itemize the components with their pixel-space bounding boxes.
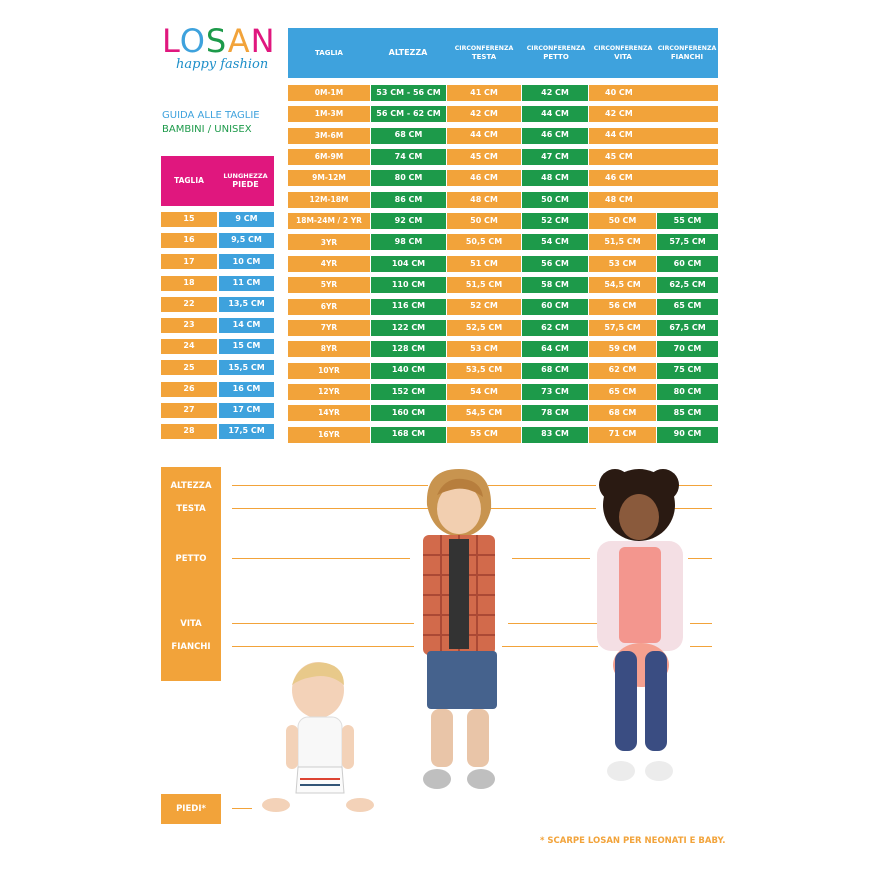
footnote: * SCARPE LOSAN PER NEONATI E BABY. bbox=[540, 836, 726, 846]
logo-letter: L bbox=[162, 22, 180, 60]
brand-logo bbox=[162, 22, 276, 60]
vita-cell: 44 CM bbox=[589, 128, 718, 144]
shoe-size-cell: 15 bbox=[161, 212, 217, 227]
vita-cell: 57,5 CM bbox=[589, 320, 656, 336]
shoe-size-cell: 17 bbox=[161, 254, 217, 269]
testa-cell: 41 CM bbox=[447, 85, 521, 101]
shoe-size-cell: 28 bbox=[161, 424, 217, 439]
shoe-length-cell: 11 CM bbox=[219, 276, 274, 291]
logo-letter: S bbox=[205, 22, 228, 60]
guide-line bbox=[232, 808, 252, 809]
logo-letter: A bbox=[227, 22, 251, 60]
petto-cell: 58 CM bbox=[522, 277, 588, 293]
vita-cell: 53 CM bbox=[589, 256, 656, 272]
petto-cell: 78 CM bbox=[522, 405, 588, 421]
fianchi-cell: 60 CM bbox=[657, 256, 718, 272]
petto-cell: 47 CM bbox=[522, 149, 588, 165]
altezza-cell: 116 CM bbox=[371, 299, 446, 315]
size-header-fianchi bbox=[656, 28, 718, 78]
measure-label-testa: TESTA bbox=[176, 504, 206, 514]
altezza-cell: 74 CM bbox=[371, 149, 446, 165]
altezza-cell: 122 CM bbox=[371, 320, 446, 336]
taglia-cell: 16YR bbox=[288, 427, 370, 443]
testa-cell: 50 CM bbox=[447, 213, 521, 229]
testa-cell: 42 CM bbox=[447, 106, 521, 122]
guide-line bbox=[232, 485, 428, 486]
logo-letter: O bbox=[179, 22, 206, 60]
taglia-cell: 3M-6M bbox=[288, 128, 370, 144]
fianchi-cell: 75 CM bbox=[657, 363, 718, 379]
guide-line bbox=[512, 558, 590, 559]
shoe-size-cell: 16 bbox=[161, 233, 217, 248]
vita-cell: 46 CM bbox=[589, 170, 718, 186]
guide-title: GUIDA ALLE TAGLIE bbox=[162, 110, 260, 121]
altezza-cell: 104 CM bbox=[371, 256, 446, 272]
shoe-size-cell: 26 bbox=[161, 382, 217, 397]
fianchi-cell: 90 CM bbox=[657, 427, 718, 443]
measure-label-fianchi: FIANCHI bbox=[171, 642, 211, 652]
taglia-cell: 6M-9M bbox=[288, 149, 370, 165]
shoe-header-length bbox=[217, 156, 274, 206]
guide-line bbox=[232, 558, 410, 559]
shoe-size-cell: 24 bbox=[161, 339, 217, 354]
testa-cell: 50,5 CM bbox=[447, 234, 521, 250]
petto-cell: 54 CM bbox=[522, 234, 588, 250]
testa-cell: 53 CM bbox=[447, 341, 521, 357]
shoe-size-cell: 22 bbox=[161, 297, 217, 312]
vita-cell: 59 CM bbox=[589, 341, 656, 357]
vita-cell: 65 CM bbox=[589, 384, 656, 400]
vita-cell: 42 CM bbox=[589, 106, 718, 122]
altezza-cell: 56 CM - 62 CM bbox=[371, 106, 446, 122]
altezza-cell: 160 CM bbox=[371, 405, 446, 421]
baby-photo bbox=[260, 655, 380, 825]
size-header-vita bbox=[590, 28, 656, 78]
shoe-length-cell: 9 CM bbox=[219, 212, 274, 227]
testa-cell: 44 CM bbox=[447, 128, 521, 144]
testa-cell: 45 CM bbox=[447, 149, 521, 165]
altezza-cell: 92 CM bbox=[371, 213, 446, 229]
size-header-testa bbox=[446, 28, 522, 78]
measure-label-altezza: ALTEZZA bbox=[170, 481, 212, 491]
header-text: CIRCONFERENZA bbox=[454, 45, 514, 53]
vita-cell: 40 CM bbox=[589, 85, 718, 101]
girl-photo bbox=[585, 465, 695, 795]
header-text: FIANCHI bbox=[670, 52, 704, 61]
taglia-cell: 6YR bbox=[288, 299, 370, 315]
boy-photo bbox=[405, 465, 515, 795]
fianchi-cell: 67,5 CM bbox=[657, 320, 718, 336]
shoe-length-cell: 10 CM bbox=[219, 254, 274, 269]
petto-cell: 52 CM bbox=[522, 213, 588, 229]
taglia-cell: 18M-24M / 2 YR bbox=[288, 213, 370, 229]
size-header-taglia bbox=[288, 28, 370, 78]
vita-cell: 71 CM bbox=[589, 427, 656, 443]
measure-label-piedi: PIEDI* bbox=[176, 804, 206, 814]
fianchi-cell: 85 CM bbox=[657, 405, 718, 421]
fianchi-cell: 70 CM bbox=[657, 341, 718, 357]
header-text: CIRCONFERENZA bbox=[657, 45, 717, 53]
header-text: VITA bbox=[614, 52, 632, 61]
vita-cell: 45 CM bbox=[589, 149, 718, 165]
vita-cell: 62 CM bbox=[589, 363, 656, 379]
fianchi-cell: 80 CM bbox=[657, 384, 718, 400]
altezza-cell: 140 CM bbox=[371, 363, 446, 379]
taglia-cell: 4YR bbox=[288, 256, 370, 272]
header-text: CIRCONFERENZA bbox=[526, 45, 586, 53]
altezza-cell: 86 CM bbox=[371, 192, 446, 208]
vita-cell: 56 CM bbox=[589, 299, 656, 315]
altezza-cell: 80 CM bbox=[371, 170, 446, 186]
altezza-cell: 98 CM bbox=[371, 234, 446, 250]
taglia-cell: 7YR bbox=[288, 320, 370, 336]
shoe-header-length-line2: PIEDE bbox=[232, 180, 259, 190]
testa-cell: 52,5 CM bbox=[447, 320, 521, 336]
petto-cell: 64 CM bbox=[522, 341, 588, 357]
taglia-cell: 8YR bbox=[288, 341, 370, 357]
fianchi-cell: 57,5 CM bbox=[657, 234, 718, 250]
petto-cell: 56 CM bbox=[522, 256, 588, 272]
altezza-cell: 68 CM bbox=[371, 128, 446, 144]
petto-cell: 46 CM bbox=[522, 128, 588, 144]
shoe-size-cell: 23 bbox=[161, 318, 217, 333]
testa-cell: 51,5 CM bbox=[447, 277, 521, 293]
shoe-length-cell: 9,5 CM bbox=[219, 233, 274, 248]
guide-line bbox=[232, 508, 428, 509]
shoe-header-size: TAGLIA bbox=[174, 175, 204, 185]
header-text: CIRCONFERENZA bbox=[593, 45, 653, 53]
fianchi-cell: 55 CM bbox=[657, 213, 718, 229]
shoe-size-cell: 27 bbox=[161, 403, 217, 418]
logo-letter: N bbox=[250, 22, 276, 60]
taglia-cell: 10YR bbox=[288, 363, 370, 379]
taglia-cell: 3YR bbox=[288, 234, 370, 250]
guide-line bbox=[232, 646, 414, 647]
measure-label-vita: VITA bbox=[180, 619, 202, 629]
fianchi-cell: 65 CM bbox=[657, 299, 718, 315]
taglia-cell: 12M-18M bbox=[288, 192, 370, 208]
petto-cell: 42 CM bbox=[522, 85, 588, 101]
shoe-size-cell: 25 bbox=[161, 360, 217, 375]
shoe-table-header bbox=[161, 156, 274, 206]
taglia-cell: 12YR bbox=[288, 384, 370, 400]
testa-cell: 54 CM bbox=[447, 384, 521, 400]
taglia-cell: 1M-3M bbox=[288, 106, 370, 122]
taglia-cell: 5YR bbox=[288, 277, 370, 293]
petto-cell: 60 CM bbox=[522, 299, 588, 315]
testa-cell: 51 CM bbox=[447, 256, 521, 272]
header-text: TESTA bbox=[471, 52, 497, 61]
petto-cell: 73 CM bbox=[522, 384, 588, 400]
shoe-length-cell: 16 CM bbox=[219, 382, 274, 397]
header-text: TAGLIA bbox=[315, 48, 343, 57]
fianchi-cell: 62,5 CM bbox=[657, 277, 718, 293]
vita-cell: 68 CM bbox=[589, 405, 656, 421]
header-text: PETTO bbox=[543, 52, 569, 61]
header-text: ALTEZZA bbox=[388, 48, 428, 58]
testa-cell: 53,5 CM bbox=[447, 363, 521, 379]
altezza-cell: 110 CM bbox=[371, 277, 446, 293]
shoe-header-length-line1: LUNGHEZZA bbox=[223, 171, 268, 180]
shoe-size-cell: 18 bbox=[161, 276, 217, 291]
petto-cell: 68 CM bbox=[522, 363, 588, 379]
altezza-cell: 152 CM bbox=[371, 384, 446, 400]
taglia-cell: 0M-1M bbox=[288, 85, 370, 101]
testa-cell: 48 CM bbox=[447, 192, 521, 208]
guide-subtitle: BAMBINI / UNISEX bbox=[162, 124, 252, 135]
taglia-cell: 14YR bbox=[288, 405, 370, 421]
vita-cell: 51,5 CM bbox=[589, 234, 656, 250]
petto-cell: 44 CM bbox=[522, 106, 588, 122]
shoe-length-cell: 14 CM bbox=[219, 318, 274, 333]
guide-line bbox=[502, 646, 598, 647]
altezza-cell: 53 CM - 56 CM bbox=[371, 85, 446, 101]
shoe-length-cell: 17 CM bbox=[219, 403, 274, 418]
altezza-cell: 168 CM bbox=[371, 427, 446, 443]
petto-cell: 50 CM bbox=[522, 192, 588, 208]
petto-cell: 62 CM bbox=[522, 320, 588, 336]
shoe-length-cell: 15 CM bbox=[219, 339, 274, 354]
measure-label-petto: PETTO bbox=[175, 554, 207, 564]
testa-cell: 52 CM bbox=[447, 299, 521, 315]
testa-cell: 46 CM bbox=[447, 170, 521, 186]
shoe-length-cell: 17,5 CM bbox=[219, 424, 274, 439]
vita-cell: 50 CM bbox=[589, 213, 656, 229]
shoe-length-cell: 13,5 CM bbox=[219, 297, 274, 312]
shoe-length-cell: 15,5 CM bbox=[219, 360, 274, 375]
petto-cell: 48 CM bbox=[522, 170, 588, 186]
vita-cell: 54,5 CM bbox=[589, 277, 656, 293]
altezza-cell: 128 CM bbox=[371, 341, 446, 357]
testa-cell: 54,5 CM bbox=[447, 405, 521, 421]
size-header-petto bbox=[522, 28, 590, 78]
size-header-altezza bbox=[370, 28, 446, 78]
vita-cell: 48 CM bbox=[589, 192, 718, 208]
testa-cell: 55 CM bbox=[447, 427, 521, 443]
size-table-header bbox=[288, 28, 718, 78]
petto-cell: 83 CM bbox=[522, 427, 588, 443]
taglia-cell: 9M-12M bbox=[288, 170, 370, 186]
guide-line bbox=[232, 623, 414, 624]
brand-tagline: happy fashion bbox=[176, 57, 269, 72]
